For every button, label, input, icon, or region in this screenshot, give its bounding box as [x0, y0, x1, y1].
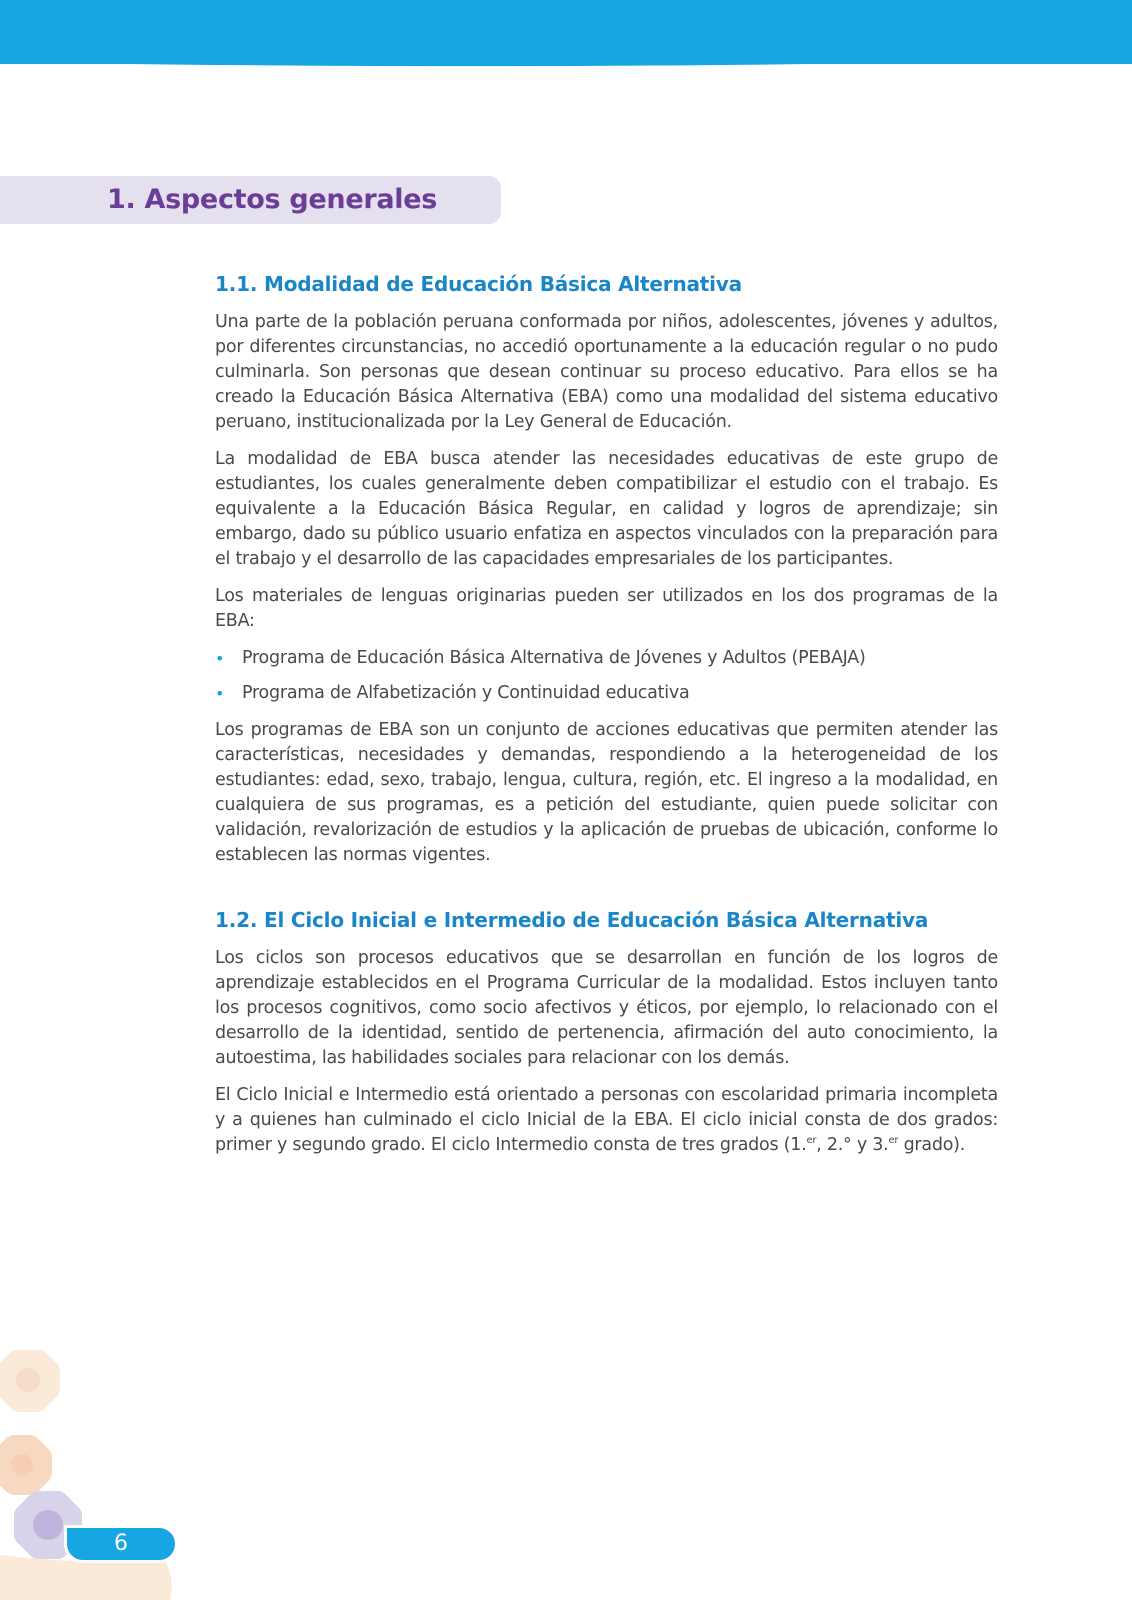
- program-list: [215, 646, 998, 706]
- paragraph: Una parte de la población peruana conformada por niños, adolescentes, jóvenes y adultos, por diferentes circunstancias, no accedió oportunamente a la educación regular o no pudo culminarla. Son personas que desean continuar su proceso educativo. Para ellos se ha creado la Educación Básica Alternativa (EBA) como una modalidad del sistema educativo peruano, institucionalizada por la Ley General de Educación.: [215, 312, 998, 432]
- page-number: 6: [114, 1531, 128, 1556]
- section-title: 1. Aspectos generales: [107, 184, 438, 215]
- text-segment: grado).: [898, 1135, 966, 1155]
- paragraph: La modalidad de EBA busca atender las necesidades educativas de este grupo de estudiantes, los cuales generalmente deben compatibilizar el estudio con el trabajo. Es equivalente a la Educación Básica Regular, en calidad y logros de aprendizaje; sin embargo, dado su público usuario enfatiza en aspectos vinculados con la preparación para el trabajo y el desarrollo de las capacidades empresariales de los participantes.: [215, 449, 998, 569]
- main-content: [215, 272, 998, 1170]
- list-item-text: Programa de Educación Básica Alternativa de Jóvenes y Adultos (PEBAJA): [242, 648, 866, 668]
- paragraph: Los ciclos son procesos educativos que se desarrollan en función de los logros de aprendizaje establecidos en el Programa Curricular de la modalidad. Estos incluyen tanto los procesos cognitivos, como socio afectivos y éticos, por ejemplo, lo relacionado con el desarrollo de la identidad, sentido de pertenencia, afirmación del auto conocimiento, la autoestima, las habilidades sociales para relacionar con los demás.: [215, 948, 998, 1068]
- paragraph: Los programas de EBA son un conjunto de acciones educativas que permiten atender las características, necesidades y demandas, respondiendo a la heterogeneidad de los estudiantes: edad, sexo, trabajo, lengua, cultura, región, etc. El ingreso a la modalidad, en cualquiera de sus programas, es a petición del estudiante, quien puede solicitar con validación, revalorización de estudios y la aplicación de pruebas de ubicación, conforme lo establecen las normas vigentes.: [215, 720, 998, 865]
- bullet-icon: •: [215, 684, 225, 703]
- subsection-heading-1-1: 1.1. Modalidad de Educación Básica Alternativa: [215, 272, 742, 296]
- top-band-curve: [0, 52, 1132, 72]
- bullet-icon: •: [215, 649, 225, 668]
- ordinal-superscript: er: [888, 1135, 899, 1146]
- paragraph-grades: [215, 1083, 998, 1158]
- list-item: [215, 681, 998, 706]
- subsection-heading-1-2: 1.2. El Ciclo Inicial e Intermedio de Educación Básica Alternativa: [215, 908, 929, 932]
- list-item: [215, 646, 998, 671]
- ordinal-superscript: er: [806, 1135, 817, 1146]
- paragraph: Los materiales de lenguas originarias pueden ser utilizados en los dos programas de la EBA:: [215, 586, 998, 631]
- text-segment: El Ciclo Inicial e Intermedio está orientado a personas con escolaridad primaria incompleta y a quienes han culminado el ciclo Inicial de la EBA. El ciclo inicial consta de dos grados: primer y segundo grado. El ciclo Intermedio consta de tres grados (1.: [215, 1085, 998, 1155]
- list-item-text: Programa de Alfabetización y Continuidad educativa: [242, 683, 690, 703]
- text-segment: , 2.° y 3.: [816, 1135, 889, 1155]
